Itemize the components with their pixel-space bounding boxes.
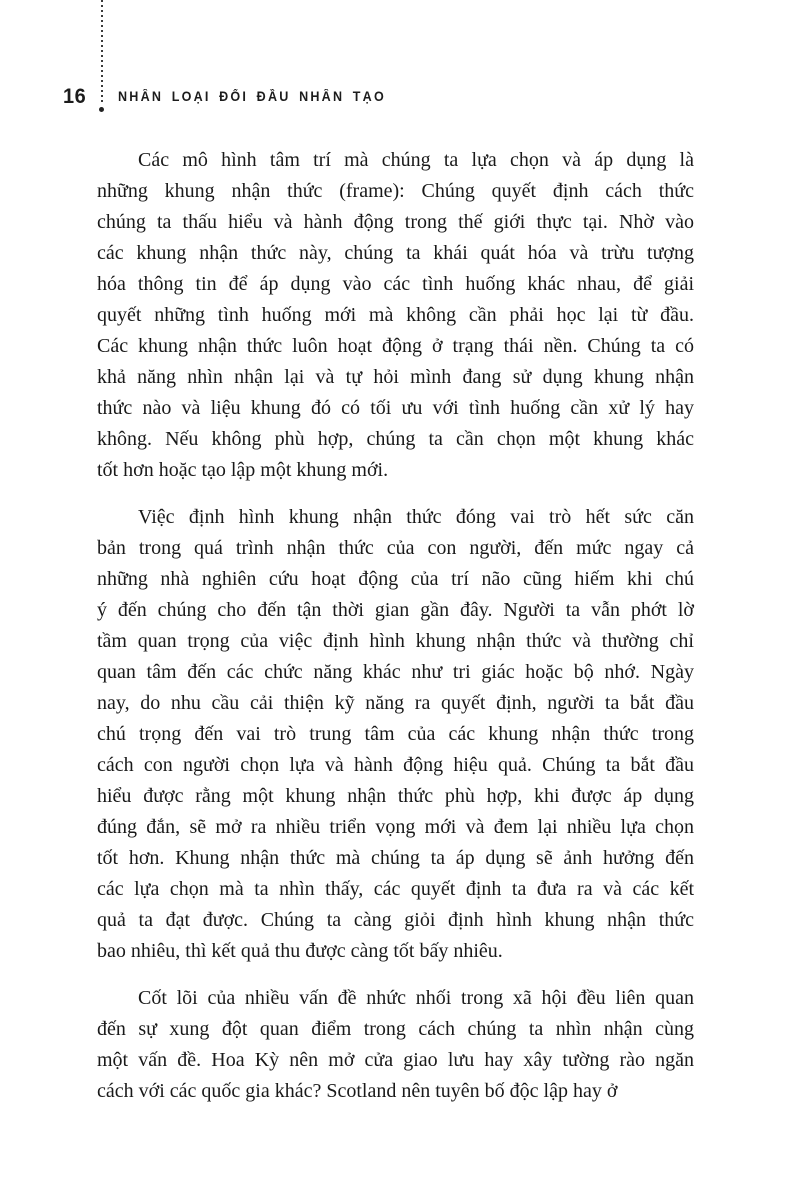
text-line: tầm quan trọng của việc định hình khung nhận thức và thường chỉ [97, 630, 694, 652]
text-line: đúng đắn, sẽ mở ra nhiều triển vọng mới và đem lại nhiều lựa chọn [97, 816, 694, 838]
running-head-title: NHÂN LOẠI ĐỐI ĐẦU NHÂN TẠO [118, 89, 386, 104]
text-line: Các khung nhận thức luôn hoạt động ở trạng thái nền. Chúng ta có [97, 335, 694, 357]
text-line: tốt hơn hoặc tạo lập một khung mới. [97, 459, 389, 481]
running-header [0, 0, 792, 120]
header-divider-dot [99, 107, 104, 112]
paragraph [97, 145, 694, 486]
text-line: cách với các quốc gia khác? Scotland nên tuyên bố độc lập hay ở [97, 1080, 618, 1102]
text-line: không. Nếu không phù hợp, chúng ta cần chọn một khung khác [97, 428, 694, 450]
text-line: thức nào và liệu khung đó có tối ưu với tình huống cần xử lý hay [97, 397, 694, 419]
text-line: chú trọng đến vai trò trung tâm của các khung nhận thức trong [97, 723, 694, 745]
text-line: hiểu được rằng một khung nhận thức phù hợp, khi được áp dụng [97, 785, 694, 807]
text-line: đến sự xung đột quan điểm trong cách chúng ta nhìn nhận cùng [97, 1018, 694, 1040]
text-line: quả ta đạt được. Chúng ta càng giỏi định hình khung nhận thức [97, 909, 694, 931]
text-line: bao nhiêu, thì kết quả thu được càng tốt bấy nhiêu. [97, 940, 503, 962]
text-line: một vấn đề. Hoa Kỳ nên mở cửa giao lưu hay xây tường rào ngăn [97, 1049, 694, 1071]
text-line: Cốt lõi của nhiều vấn đề nhức nhối trong xã hội đều liên quan [138, 987, 694, 1009]
text-line: khả năng nhìn nhận lại và tự hỏi mình đang sử dụng khung nhận [97, 366, 694, 388]
text-line: Các mô hình tâm trí mà chúng ta lựa chọn và áp dụng là [138, 149, 694, 171]
text-line: Việc định hình khung nhận thức đóng vai trò hết sức căn [138, 506, 694, 528]
text-line: quyết những tình huống mới mà không cần phải học lại từ đầu. [97, 304, 694, 326]
text-line: những nhà nghiên cứu hoạt động của trí não cũng hiếm khi chú [97, 568, 694, 590]
paragraph [97, 983, 694, 1107]
paragraph [97, 502, 694, 967]
text-line: ý đến chúng cho đến tận thời gian gần đây. Người ta vẫn phớt lờ [97, 599, 694, 621]
text-line: quan tâm đến các chức năng khác như tri giác hoặc bộ nhớ. Ngày [97, 661, 694, 683]
body-text [97, 145, 694, 1123]
text-line: cách con người chọn lựa và hành động hiệu quả. Chúng ta bắt đầu [97, 754, 694, 776]
text-line: hóa thông tin để áp dụng vào các tình huống khác nhau, để giải [97, 273, 694, 295]
text-line: tốt hơn. Khung nhận thức mà chúng ta áp dụng sẽ ảnh hưởng đến [97, 847, 694, 869]
header-divider-dotted-rule [101, 0, 103, 104]
text-line: các lựa chọn mà ta nhìn thấy, các quyết định ta đưa ra và các kết [97, 878, 694, 900]
text-line: bản trong quá trình nhận thức của con người, đến mức ngay cả [97, 537, 694, 559]
page-number: 16 [63, 85, 87, 108]
text-line: những khung nhận thức (frame): Chúng quyết định cách thức [97, 180, 694, 202]
text-line: các khung nhận thức này, chúng ta khái quát hóa và trừu tượng [97, 242, 694, 264]
text-line: nay, do nhu cầu cải thiện kỹ năng ra quyết định, người ta bắt đầu [97, 692, 694, 714]
text-line: chúng ta thấu hiểu và hành động trong thế giới thực tại. Nhờ vào [97, 211, 694, 233]
